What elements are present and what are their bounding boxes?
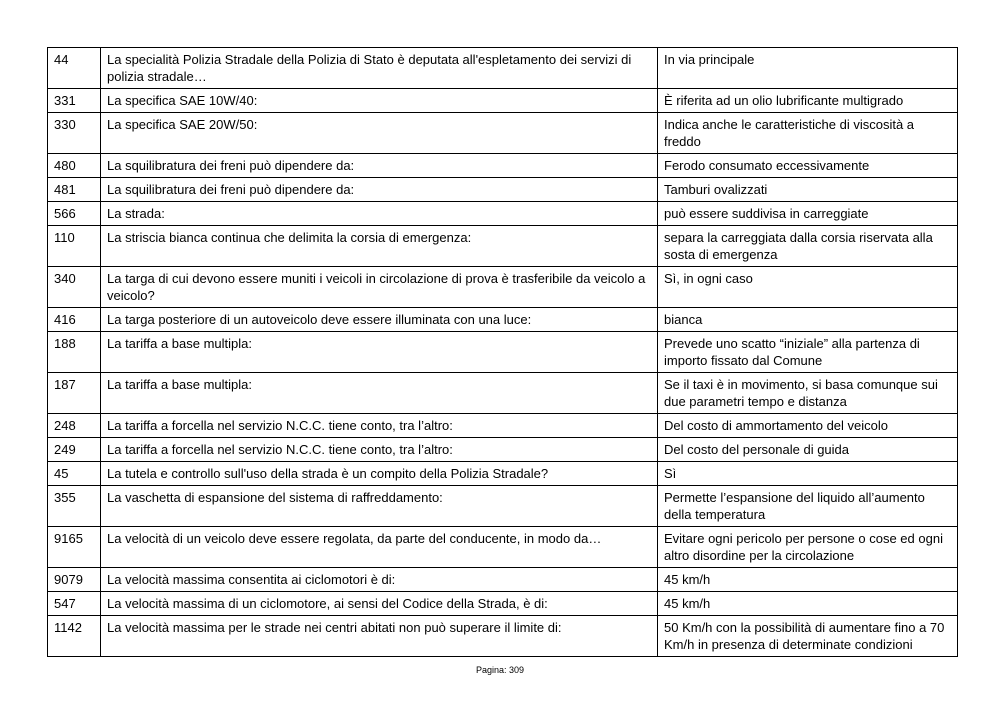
answer-text: Sì, in ogni caso (658, 267, 958, 308)
table-row (48, 308, 958, 332)
question-text: La velocità di un veicolo deve essere regolata, da parte del conducente, in modo da… (101, 527, 658, 568)
table-row (48, 113, 958, 154)
question-number: 355 (48, 486, 101, 527)
question-text: La tariffa a forcella nel servizio N.C.C. tiene conto, tra l’altro: (101, 414, 658, 438)
question-number: 480 (48, 154, 101, 178)
answer-text: Se il taxi è in movimento, si basa comunque sui due parametri tempo e distanza (658, 373, 958, 414)
question-text: La velocità massima consentita ai ciclomotori è di: (101, 568, 658, 592)
table-row (48, 267, 958, 308)
question-text: La tutela e controllo sull'uso della strada è un compito della Polizia Stradale? (101, 462, 658, 486)
page-number: Pagina: 309 (475, 665, 525, 675)
question-text: La tariffa a forcella nel servizio N.C.C. tiene conto, tra l’altro: (101, 438, 658, 462)
table-row (48, 438, 958, 462)
question-number: 416 (48, 308, 101, 332)
answer-text: separa la carreggiata dalla corsia riservata alla sosta di emergenza (658, 226, 958, 267)
table-row (48, 226, 958, 267)
question-number: 331 (48, 89, 101, 113)
question-text: La vaschetta di espansione del sistema di raffreddamento: (101, 486, 658, 527)
answer-text: Sì (658, 462, 958, 486)
table-row (48, 568, 958, 592)
question-number: 340 (48, 267, 101, 308)
table-row (48, 527, 958, 568)
question-text: La targa posteriore di un autoveicolo deve essere illuminata con una luce: (101, 308, 658, 332)
answer-text: 50 Km/h con la possibilità di aumentare fino a 70 Km/h in presenza di determinate condizioni (658, 616, 958, 657)
question-number: 330 (48, 113, 101, 154)
question-number: 566 (48, 202, 101, 226)
table-row (48, 202, 958, 226)
question-number: 110 (48, 226, 101, 267)
table-row (48, 48, 958, 89)
answer-text: In via principale (658, 48, 958, 89)
question-number: 9165 (48, 527, 101, 568)
answer-text: può essere suddivisa in carreggiate (658, 202, 958, 226)
answer-text: Evitare ogni pericolo per persone o cose ed ogni altro disordine per la circolazione (658, 527, 958, 568)
question-text: La specifica SAE 10W/40: (101, 89, 658, 113)
answer-text: Del costo di ammortamento del veicolo (658, 414, 958, 438)
table-row (48, 89, 958, 113)
question-text: La velocità massima per le strade nei centri abitati non può superare il limite di: (101, 616, 658, 657)
question-number: 1142 (48, 616, 101, 657)
table-row (48, 178, 958, 202)
quiz-table (47, 47, 958, 657)
answer-text: Prevede uno scatto “iniziale” alla partenza di importo fissato dal Comune (658, 332, 958, 373)
table-row (48, 462, 958, 486)
question-text: La squilibratura dei freni può dipendere da: (101, 178, 658, 202)
table-row (48, 592, 958, 616)
question-number: 547 (48, 592, 101, 616)
answer-text: Ferodo consumato eccessivamente (658, 154, 958, 178)
answer-text: Indica anche le caratteristiche di viscosità a freddo (658, 113, 958, 154)
answer-text: 45 km/h (658, 592, 958, 616)
question-number: 481 (48, 178, 101, 202)
table-row (48, 154, 958, 178)
answer-text: Tamburi ovalizzati (658, 178, 958, 202)
table-row (48, 616, 958, 657)
question-text: La squilibratura dei freni può dipendere da: (101, 154, 658, 178)
question-number: 9079 (48, 568, 101, 592)
question-text: La tariffa a base multipla: (101, 373, 658, 414)
question-text: La velocità massima di un ciclomotore, ai sensi del Codice della Strada, è di: (101, 592, 658, 616)
question-number: 249 (48, 438, 101, 462)
answer-text: È riferita ad un olio lubrificante multigrado (658, 89, 958, 113)
question-text: La strada: (101, 202, 658, 226)
question-number: 188 (48, 332, 101, 373)
question-text: La tariffa a base multipla: (101, 332, 658, 373)
answer-text: 45 km/h (658, 568, 958, 592)
table-row (48, 486, 958, 527)
question-number: 45 (48, 462, 101, 486)
table-row (48, 373, 958, 414)
question-number: 187 (48, 373, 101, 414)
table-row (48, 332, 958, 373)
question-text: La striscia bianca continua che delimita la corsia di emergenza: (101, 226, 658, 267)
question-number: 248 (48, 414, 101, 438)
question-text: La specialità Polizia Stradale della Polizia di Stato è deputata all'espletamento dei servizi di polizia stradale… (101, 48, 658, 89)
quiz-table-body (48, 48, 958, 657)
question-number: 44 (48, 48, 101, 89)
answer-text: Del costo del personale di guida (658, 438, 958, 462)
answer-text: Permette l’espansione del liquido all’aumento della temperatura (658, 486, 958, 527)
answer-text: bianca (658, 308, 958, 332)
table-row (48, 414, 958, 438)
question-text: La specifica SAE 20W/50: (101, 113, 658, 154)
question-text: La targa di cui devono essere muniti i veicoli in circolazione di prova è trasferibile da veicolo a veicolo? (101, 267, 658, 308)
